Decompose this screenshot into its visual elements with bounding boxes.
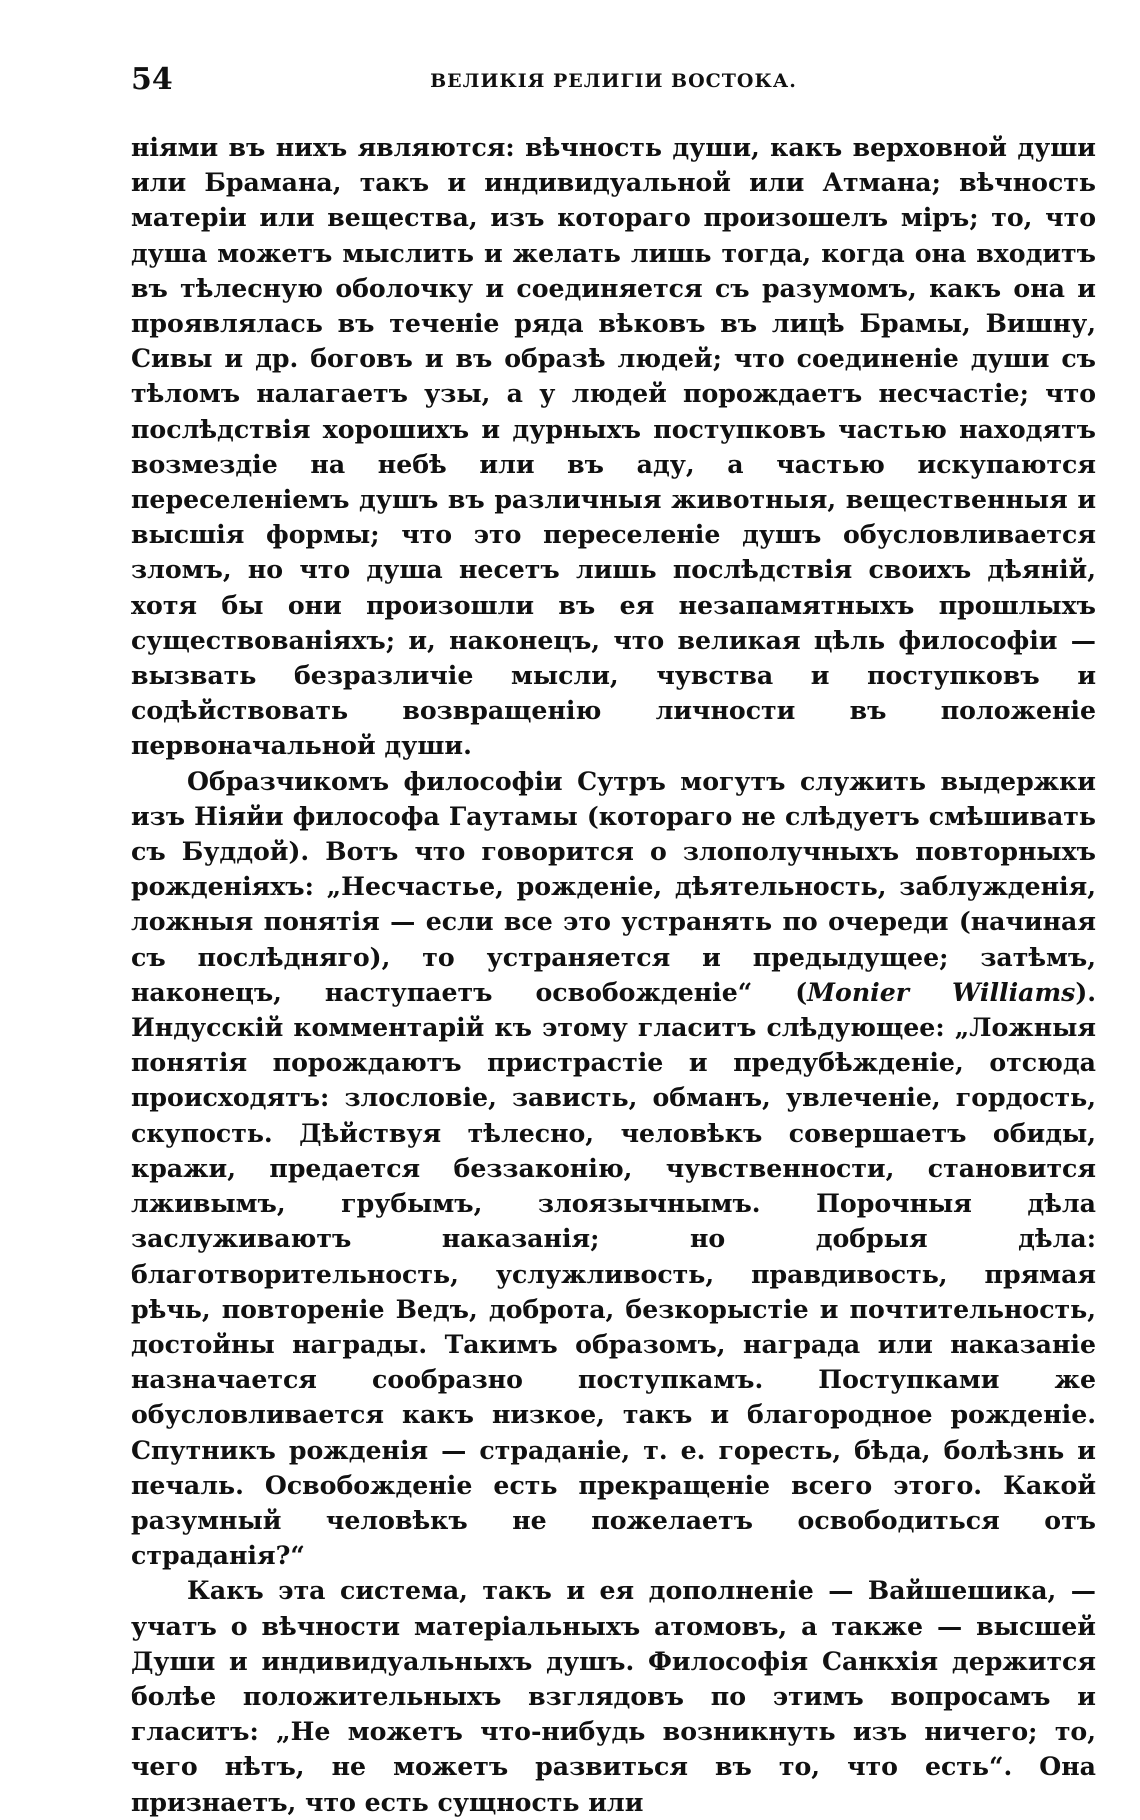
- paragraph-nyaya: [131, 764, 1096, 1574]
- running-title: ВЕЛИКІЯ РЕЛИГІИ ВОСТОКА.: [430, 70, 797, 92]
- book-page: [131, 60, 1096, 1817]
- running-head: [131, 60, 1096, 110]
- paragraph-text: Образчикомъ философіи Сутръ могутъ служить выдержки изъ Ніяйи философа Гаутамы (котораго не слѣдуетъ смѣшивать съ Буддой). Вотъ что говорится о злополучныхъ повторныхъ рожденіяхъ: „Несчастье, рожденіе, дѣятельность, заблужденія, ложныя понятія — если все это устранять по очереди (начиная съ послѣдняго), то устраняется и предыдущее; затѣмъ, наконецъ, наступаетъ освобожденіе“ (: [131, 765, 1096, 1007]
- body-text: [131, 130, 1096, 1820]
- paragraph-continuation: ніями въ нихъ являются: вѣчность души, какъ верховной души или Брамана, такъ и индивидуальной или Атмана; вѣчность матеріи или вещества, изъ котораго произошелъ міръ; то, что душа можетъ мыслить и желать лишь тогда, когда она входитъ въ тѣлесную оболочку и соединяется съ разумомъ, какъ она и проявлялась въ теченіе ряда вѣковъ въ лицѣ Брамы, Вишну, Сивы и др. боговъ и въ образѣ людей; что соединеніе души съ тѣломъ налагаетъ узы, а у людей порождаетъ несчастіе; что послѣдствія хорошихъ и дурныхъ поступковъ частью находятъ возмездіе на небѣ или въ аду, а частью искупаются переселеніемъ душъ въ различныя животныя, вещественныя и высшія формы; что это переселеніе душъ обусловливается зломъ, но что душа несетъ лишь послѣдствія своихъ дѣяній, хотя бы они произошли въ ея незапамятныхъ прошлыхъ существованіяхъ; и, наконецъ, что великая цѣль философіи — вызвать безразличіе мысли, чувства и поступковъ и содѣйствовать возвращенію личности въ положеніе первоначальной души.: [131, 132, 1096, 761]
- paragraph-text: ). Индусскій комментарій къ этому гласитъ слѣдующее: „Ложныя понятія порождаютъ пристрастіе и предубѣжденіе, отсюда происходятъ: злословіе, зависть, обманъ, увлеченіе, гордость, скупость. Дѣйствуя тѣлесно, человѣкъ совершаетъ обиды, кражи, предается беззаконію, чувственности, становится лживымъ, грубымъ, злоязычнымъ. Порочныя дѣла заслуживаютъ наказанія; но добрыя дѣла: благотворительность, услужливость, правдивость, прямая рѣчь, повтореніе Ведъ, доброта, безкорыстіе и почтительность, достойны награды. Такимъ образомъ, награда или наказаніе назначается сообразно поступкамъ. Поступками же обусловливается какъ низкое, такъ и благородное рожденіе. Спутникъ рожденія — страданіе, т. е. горесть, бѣда, болѣзнь и печаль. Освобожденіе есть прекращеніе всего этого. Какой разумный человѣкъ не пожелаетъ освободиться отъ страданія?“: [131, 976, 1096, 1571]
- page-number: 54: [131, 62, 173, 97]
- citation-author: Monier Williams: [807, 976, 1076, 1007]
- paragraph-vaisheshika: Какъ эта система, такъ и ея дополненіе — Вайшешика, — учатъ о вѣчности матеріальныхъ атомовъ, а также — высшей Души и индивидуальныхъ душъ. Философія Санкхія держится болѣе положительныхъ взглядовъ по этимъ вопросамъ и гласитъ: „Не можетъ что-нибудь возникнуть изъ ничего; то, чего нѣтъ, не можетъ развиться въ то, что есть“. Она признаетъ, что есть сущность или: [131, 1575, 1096, 1817]
